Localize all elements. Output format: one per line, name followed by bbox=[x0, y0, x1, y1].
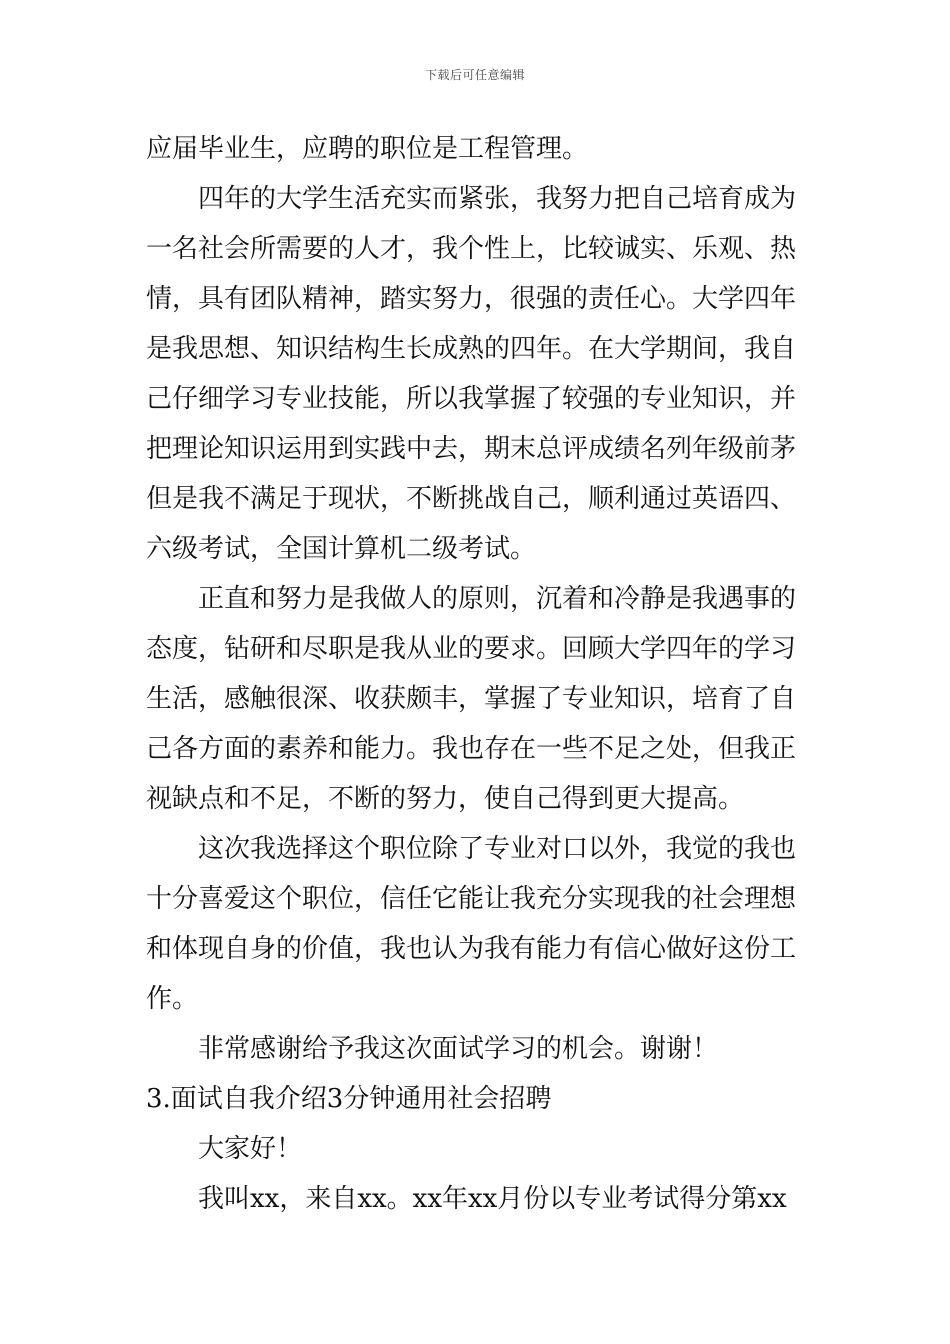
text-line: 应届毕业生，应聘的职位是工程管理。 bbox=[146, 134, 589, 164]
text-line: 一名社会所需要的人才，我个性上，比较诚实、乐观、热 bbox=[146, 234, 797, 264]
text-line: 视缺点和不足，不断的努力，使自己得到更大提高。 bbox=[146, 784, 745, 814]
text-line: 把理论知识运用到实践中去，期末总评成绩名列年级前茅 bbox=[146, 434, 797, 464]
text-line: 我叫xx，来自xx。xx年xx月份以专业考试得分第xx bbox=[198, 1184, 787, 1214]
text-line: 和体现自身的价值，我也认为我有能力有信心做好这份工 bbox=[146, 934, 797, 964]
text-line: 生活，感触很深、收获颇丰，掌握了专业知识，培育了自 bbox=[146, 684, 797, 714]
text-line: 作。 bbox=[146, 984, 199, 1014]
text-line: 非常感谢给予我这次面试学习的机会。谢谢！ bbox=[198, 1034, 719, 1064]
text-line: 正直和努力是我做人的原则，沉着和冷静是我遇事的 bbox=[198, 584, 797, 614]
text-line: 十分喜爱这个职位，信任它能让我充分实现我的社会理想 bbox=[146, 884, 797, 914]
text-line: 己仔细学习专业技能，所以我掌握了较强的专业知识，并 bbox=[146, 384, 797, 414]
text-line: 六级考试，全国计算机二级考试。 bbox=[146, 534, 537, 564]
text-line: 己各方面的素养和能力。我也存在一些不足之处，但我正 bbox=[146, 734, 797, 764]
text-line: 态度，钻研和尽职是我从业的要求。回顾大学四年的学习 bbox=[146, 634, 797, 664]
text-line: 这次我选择这个职位除了专业对口以外，我觉的我也 bbox=[198, 834, 797, 864]
text-line: 四年的大学生活充实而紧张，我努力把自己培育成为 bbox=[198, 184, 797, 214]
text-line: 但是我不满足于现状，不断挑战自己，顺利通过英语四、 bbox=[146, 484, 797, 514]
text-line: 是我思想、知识结构生长成熟的四年。在大学期间，我自 bbox=[146, 334, 797, 364]
page-header: 下载后可任意编辑 bbox=[424, 68, 525, 82]
text-line: 情，具有团队精神，踏实努力，很强的责任心。大学四年 bbox=[146, 284, 797, 314]
text-line: 大家好！ bbox=[198, 1134, 303, 1164]
section-heading: 3.面试自我介绍3分钟通用社会招聘 bbox=[146, 1084, 552, 1114]
